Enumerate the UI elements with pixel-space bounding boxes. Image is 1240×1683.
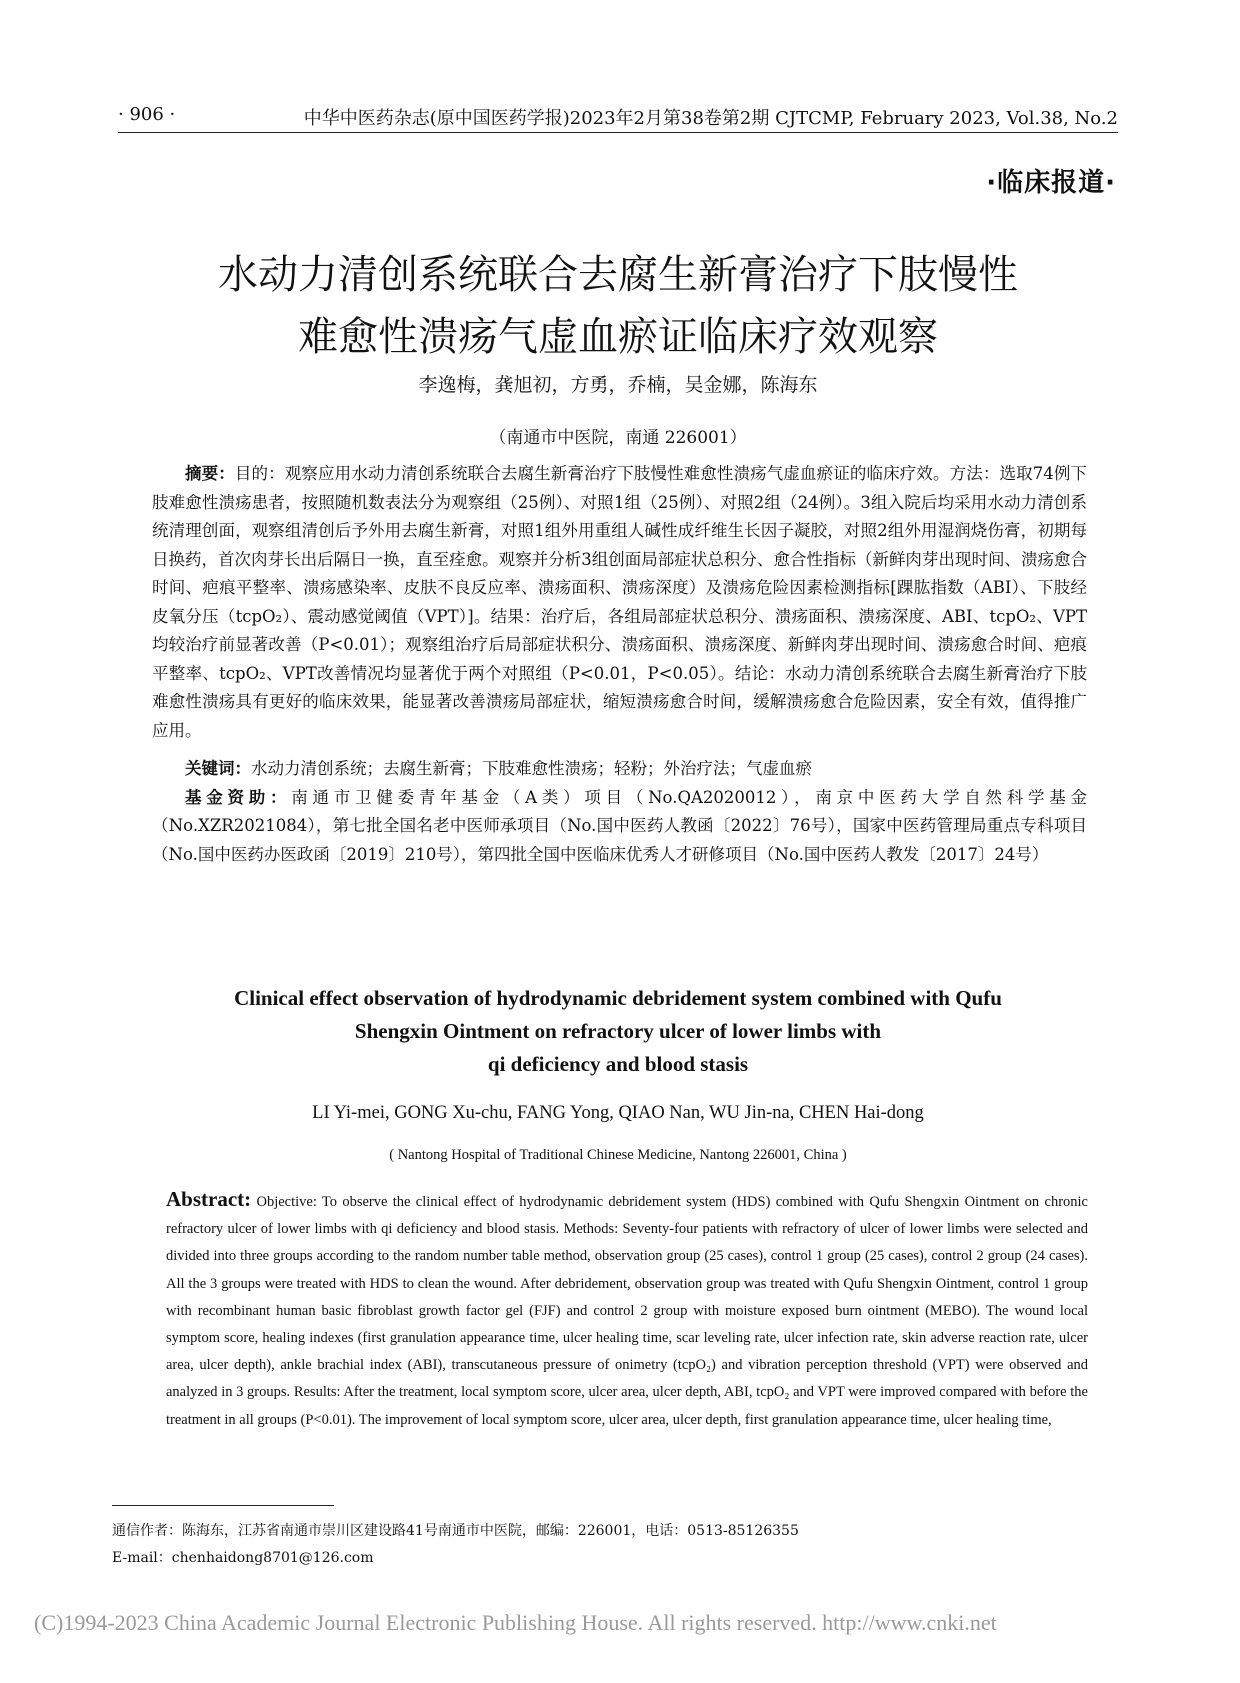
title-en-line-2: Shengxin Ointment on refractory ulcer of lower limbs with — [354, 1019, 882, 1043]
abstract-en-text: Objective: To observe the clinical effect of hydrodynamic debridement system (HDS) combined with Qufu Shengxin Ointment on chronic refractory ulcer of lower limbs with qi deficiency and blood stasis. Methods: Seventy-four patients with refractory of ulcer of lower limbs were selected and divided into three groups according to the random number table method, observation group (25 cases), control 1 group (25 cases), control 2 group (24 cases). All the 3 groups were treated with HDS to clean the wound. After debridement, observation group was treated with Qufu Shengxin Ointment, control 1 group with recombinant human basic fibroblast growth factor gel (FJF) and control 2 group with moisture exposed burn ointment (MEBO). The wound local symptom score, healing indexes (first granulation appearance time, ulcer healing time, scar leveling rate, ulcer infection rate, skin adverse reaction rate, ulcer area, ulcer depth), ankle brachial index (ABI), transcutaneous pressure of onimetry (tcpO₂) and vibration perception threshold (VPT) were observed and analyzed in 3 groups. Results: After the treatment, local symptom score, ulcer area, ulcer depth, ABI, tcpO₂ and VPT were improved compared with before the treatment in all groups (P<0.01). The improvement of local symptom score, ulcer area, ulcer depth, first granulation appearance time, ulcer healing time, — [166, 1194, 1088, 1428]
journal-citation: 中华中医药杂志(原中国医药学报)2023年2月第38卷第2期 CJTCMP, February 2023, Vol.38, No.2 — [303, 108, 1118, 129]
abstract-en — [166, 1186, 1088, 1434]
section-label: ·临床报道· — [986, 168, 1116, 198]
affiliation-cn: （南通市中医院，南通 226001） — [489, 428, 747, 448]
footnote — [112, 1518, 1112, 1572]
keywords-cn-text: 水动力清创系统；去腐生新膏；下肢难愈性溃疡；轻粉；外治疗法；气虚血瘀 — [251, 759, 812, 778]
abstract-en-label: Abstract: — [166, 1187, 252, 1211]
abstract-en-block — [166, 1186, 1088, 1434]
running-header — [118, 102, 1118, 130]
copyright-watermark: (C)1994-2023 China Academic Journal Electronic Publishing House. All rights reserved. http://www.cnki.net — [34, 1610, 997, 1635]
page-number: · 906 · — [118, 104, 176, 125]
email: E-mail：chenhaidong8701@126.com — [112, 1550, 374, 1566]
funding-cn — [152, 784, 1087, 870]
funding-cn-label: 基金资助： — [185, 787, 292, 807]
authors-cn: 李逸梅，龚旭初，方勇，乔楠，吴金娜，陈海东 — [418, 374, 818, 396]
title-en — [118, 982, 1118, 1081]
affiliation-en: ( Nantong Hospital of Traditional Chinese Medicine, Nantong 226001, China ) — [389, 1147, 847, 1163]
keywords-cn — [152, 755, 1087, 784]
abstract-cn-block — [152, 460, 1087, 869]
abstract-cn-text: 目的：观察应用水动力清创系统联合去腐生新膏治疗下肢慢性难愈性溃疡气虚血瘀证的临床疗效。方法：选取74例下肢难愈性溃疡患者，按照随机数表法分为观察组（25例）、对照1组（25例）、对照2组（24例）。3组入院后均采用水动力清创系统清理创面，观察组清创后予外用去腐生新膏，对照1组外用重组人碱性成纤维生长因子凝胶，对照2组外用湿润烧伤膏，初期每日换药，首次肉芽长出后隔日一换，直至痊愈。观察并分析3组创面局部症状总积分、愈合性指标（新鲜肉芽出现时间、溃疡愈合时间、疤痕平整率、溃疡感染率、皮肤不良反应率、溃疡面积、溃疡深度）及溃疡危险因素检测指标[踝肱指数（ABI）、下肢经皮氧分压（tcpO₂）、震动感觉阈值（VPT）]。结果：治疗后，各组局部症状总积分、溃疡面积、溃疡深度、ABI、tcpO₂、VPT均较治疗前显著改善（P<0.01）；观察组治疗后局部症状积分、溃疡面积、溃疡深度、新鲜肉芽出现时间、溃疡愈合时间、疤痕平整率、tcpO₂、VPT改善情况均显著优于两个对照组（P<0.01，P<0.05）。结论：水动力清创系统联合去腐生新膏治疗下肢难愈性溃疡具有更好的临床效果，能显著改善溃疡局部症状，缩短溃疡愈合时间，缓解溃疡愈合危险因素，安全有效，值得推广应用。 — [152, 464, 1088, 740]
title-en-line-1: Clinical effect observation of hydrodynamic debridement system combined with Qufu — [234, 986, 1002, 1010]
corresponding-author: 通信作者：陈海东，江苏省南通市崇川区建设路41号南通市中医院，邮编：226001，电话：0513-85126355 — [112, 1523, 799, 1539]
authors-en: LI Yi-mei, GONG Xu-chu, FANG Yong, QIAO Nan, WU Jin-na, CHEN Hai-dong — [312, 1103, 924, 1123]
title-cn — [118, 244, 1118, 368]
abstract-cn-label: 摘要： — [185, 464, 235, 483]
title-cn-line-2: 难愈性溃疡气虚血瘀证临床疗效观察 — [298, 314, 938, 360]
footnote-rule — [112, 1505, 334, 1506]
keywords-cn-label: 关键词： — [185, 759, 251, 778]
header-rule — [118, 132, 1118, 133]
abstract-cn — [152, 460, 1087, 745]
funding-cn-text: 南通市卫健委青年基金（A类）项目（No.QA2020012），南京中医药大学自然科学基金（No.XZR2021084），第七批全国名老中医师承项目（No.国中医药人教函〔2022〕76号），国家中医药管理局重点专科项目（No.国中医药办医政函〔2019〕210号），第四批全国中医临床优秀人才研修项目（No.国中医药人教发〔2017〕24号） — [152, 787, 1088, 864]
title-en-line-3: qi deficiency and blood stasis — [487, 1052, 749, 1076]
title-cn-line-1: 水动力清创系统联合去腐生新膏治疗下肢慢性 — [218, 252, 1018, 298]
